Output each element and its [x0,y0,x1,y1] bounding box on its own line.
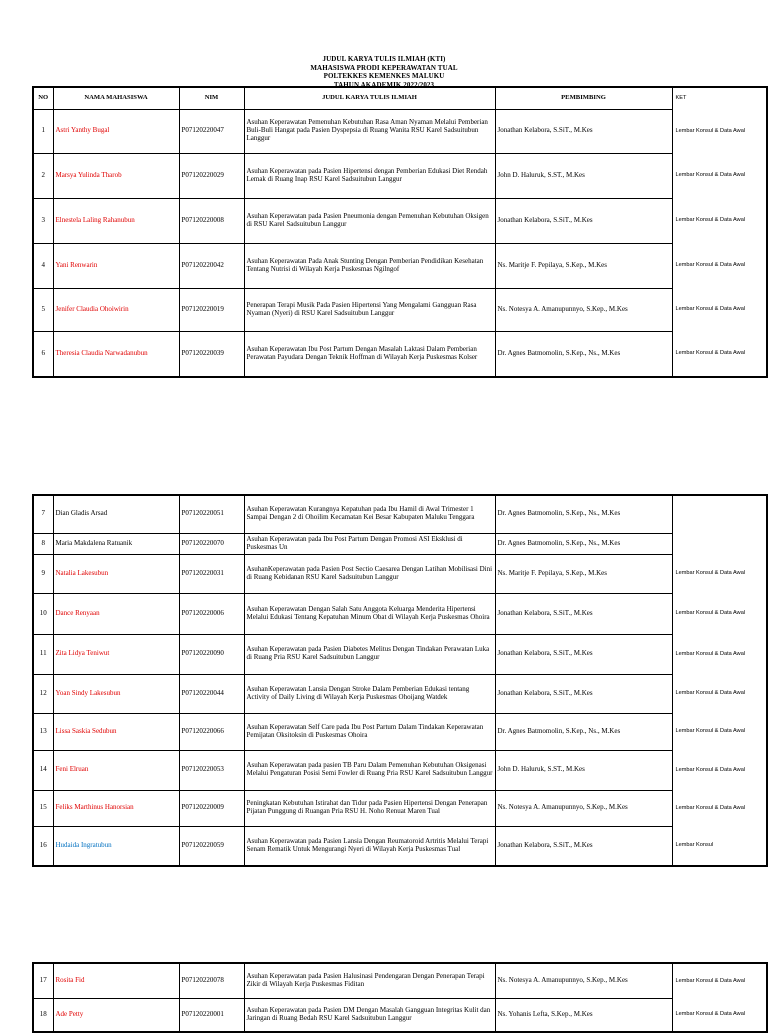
table-row [33,554,767,593]
cell-pembimbing: Dr. Agnes Batmomolin, S.Kep., Ns., M.Kes [495,533,672,554]
cell-pembimbing: John D. Haluruk, S.ST., M.Kes [495,750,672,790]
cell-ket: Lembar Konsul & Data Awal [675,804,746,811]
cell-judul: Asuhan Keperawatan Lansia Dengan Stroke Dalam Pemberian Edukasi tentang Activity of Daily Living di Wilayah Kerja Puskesmas Ohoijang Watdek [244,674,495,713]
cell-ket [672,533,767,554]
cell-nim: P07120220047 [179,109,244,153]
cell-nim: P07120220044 [179,674,244,713]
cell-no: 2 [33,153,53,198]
table-row [33,826,767,866]
cell-pembimbing: Dr. Agnes Batmomolin, S.Kep., Ns., M.Kes [495,713,672,750]
cell-ket [672,495,767,533]
cell-pembimbing: Jonathan Kelabora, S.SiT., M.Kes [495,674,672,713]
cell-pembimbing: Ns. Maritje F. Pepilaya, S.Kep., M.Kes [495,554,672,593]
cell-nim: P07120220078 [179,963,244,998]
cell-no: 17 [33,963,53,998]
table-row [33,243,767,288]
cell-no: 6 [33,331,53,377]
cell-pembimbing: Jonathan Kelabora, S.SiT., M.Kes [495,593,672,634]
cell-pembimbing: Jonathan Kelabora, S.SiT., M.Kes [495,198,672,243]
table-row [33,750,767,790]
cell-judul: Asuhan Keperawatan Pemenuhan Kebutuhan Rasa Aman Nyaman Melalui Pemberian Buli-Buli Hangat pada Pasien Dyspepsia di Ruang Wanita RSU Karel Sadsuitubun Langgur [244,109,495,153]
table-header-row [33,87,767,109]
cell-nama: Dance Renyaan [53,593,179,634]
cell-ket: Lembar Konsul & Data Awal [675,650,746,657]
cell-no: 16 [33,826,53,866]
cell-judul: Asuhan Keperawatan pada Pasien DM Dengan Masalah Gangguan Integritas Kulit dan Jaringan di Ruang Bedah RSU Karel Sadsuitubun Langgur [244,998,495,1032]
cell-no: 11 [33,634,53,674]
cell-no: 5 [33,288,53,331]
col-header-ket: KET [675,94,687,101]
cell-nama: Natalia Lakesubun [53,554,179,593]
cell-nama: Ade Petty [53,998,179,1032]
cell-nama: Hudaida Ingratubun [53,826,179,866]
cell-ket: Lembar Konsul & Data Awal [675,262,746,269]
cell-nim: P07120220070 [179,533,244,554]
cell-nama: Astri Yanthy Bugal [53,109,179,153]
cell-ket: Lembar Konsul & Data Awal [675,977,746,984]
cell-ket: Lembar Konsul & Data Awal [675,306,746,313]
col-header-pembimbing: PEMBIMBING [495,87,672,109]
table-row [33,634,767,674]
cell-ket: Lembar Konsul & Data Awal [675,350,746,357]
cell-no: 1 [33,109,53,153]
cell-pembimbing: Ns. Notesya A. Amanupunnyo, S.Kep., M.Kes [495,288,672,331]
cell-pembimbing: Ns. Maritje F. Pepilaya, S.Kep., M.Kes [495,243,672,288]
table-row [33,109,767,153]
cell-nama: Zita Lidya Teniwut [53,634,179,674]
cell-no: 14 [33,750,53,790]
cell-ket: Lembar Konsul & Data Awal [675,610,746,617]
cell-nim: P07120220029 [179,153,244,198]
cell-judul: Asuhan Keperawatan pada pasien TB Paru Dalam Pemenuhan Kebutuhan Oksigenasi Melalui Pengaturan Posisi Semi Fowler di Ruang Pria RSU Karel Sadsuitubun Langgur [244,750,495,790]
cell-judul: Asuhan Keperawatan pada Pasien Pneumonia dengan Pemenuhan Kebutuhan Oksigen di RSU Karel Sadsuitubun Langgur [244,198,495,243]
table-row [33,288,767,331]
cell-nama: Marsya Yulinda Tharob [53,153,179,198]
cell-pembimbing: Jonathan Kelabora, S.SiT., M.Kes [495,634,672,674]
cell-nama: Rosita Fid [53,963,179,998]
cell-pembimbing: John D. Haluruk, S.ST., M.Kes [495,153,672,198]
cell-nama: Elnestela Laling Rahanubun [53,198,179,243]
header-line-4: TAHUN AKADEMIK 2022/2023 [333,80,435,89]
cell-nama: Yani Renwarin [53,243,179,288]
table-row [33,713,767,750]
cell-pembimbing: Ns. Yohanis Lefta, S.Kep., M.Kes [495,998,672,1032]
cell-no: 13 [33,713,53,750]
kti-table-page-2 [32,494,768,867]
header-line-1: JUDUL KARYA TULIS ILMIAH (KTI) [322,55,446,63]
col-header-nim: NIM [179,87,244,109]
cell-ket: Lembar Konsul & Data Awal [675,728,746,735]
table-row [33,495,767,533]
table-row [33,331,767,377]
cell-nama: Feliks Marthinus Hanorsian [53,790,179,826]
cell-nim: P07120220009 [179,790,244,826]
table-row [33,198,767,243]
cell-no: 15 [33,790,53,826]
cell-no: 9 [33,554,53,593]
cell-pembimbing: Ns. Notesya A. Amanupunnyo, S.Kep., M.Kes [495,790,672,826]
cell-ket: Lembar Konsul & Data Awal [675,766,746,773]
cell-judul: Asuhan Keperawatan pada Ibu Post Partum Dengan Promosi ASI Eksklusi di Puskesmas Un [244,533,495,554]
cell-judul: Asuhan Keperawatan Ibu Post Partum Dengan Masalah Laktasi Dalam Pemberian Perawatan Payudara Dengan Teknik Hoffman di Wilayah Kerja Puskesmas Kolser [244,331,495,377]
cell-nim: P07120220042 [179,243,244,288]
cell-judul: Asuhan Keperawatan pada Pasien Diabetes Melitus Dengan Tindakan Perawatan Luka di Ruang Pria RSU Karel Sadsuitubun Langgur [244,634,495,674]
cell-nim: P07120220031 [179,554,244,593]
cell-nim: P07120220008 [179,198,244,243]
cell-no: 7 [33,495,53,533]
cell-no: 8 [33,533,53,554]
cell-ket: Lembar Konsul & Data Awal [675,217,746,224]
document-header [0,55,768,89]
cell-pembimbing: Dr. Agnes Batmomolin, S.Kep., Ns., M.Kes [495,495,672,533]
cell-ket: Lembar Konsul & Data Awal [675,690,746,697]
cell-judul: Penerapan Terapi Musik Pada Pasien Hipertensi Yang Mengalami Gangguan Rasa Nyaman (Nyeri) di RSU Karel Sadsuitubun Langgur [244,288,495,331]
cell-nama: Yoan Sindy Lakesubun [53,674,179,713]
header-line-3: POLTEKKES KEMENKES MALUKU [323,72,445,81]
cell-nama: Feni Elruan [53,750,179,790]
cell-judul: Asuhan Keperawatan Pada Anak Stunting Dengan Pemberian Pendidikan Kesehatan Tentang Nutrisi di Wilayah Kerja Puskesmas Ngilngof [244,243,495,288]
cell-judul: AsuhanKeperawatan pada Pasien Post Sectio Caesarea Dengan Latihan Mobilisasi Dini di Ruang Kebidanan RSU Karel Sadsuitubun Langgur [244,554,495,593]
cell-nama: Lissa Saskia Sedubun [53,713,179,750]
cell-pembimbing: Jonathan Kelabora, S.SiT., M.Kes [495,109,672,153]
cell-nim: P07120220001 [179,998,244,1032]
cell-no: 18 [33,998,53,1032]
cell-nama: Jenifer Claudia Ohoiwirin [53,288,179,331]
cell-judul: Asuhan Keperawatan Dengan Salah Satu Anggota Keluarga Menderita Hipertensi Melalui Edukasi Tentang Kepatuhan Minum Obat di Wilayah Kerja Puskesmas Ohoira [244,593,495,634]
cell-nim: P07120220006 [179,593,244,634]
table-row [33,593,767,634]
cell-ket: Lembar Konsul & Data Awal [675,172,746,179]
cell-nama: Dian Gladis Arsad [53,495,179,533]
col-header-judul: JUDUL KARYA TULIS ILMIAH [244,87,495,109]
col-header-no: NO [33,87,53,109]
table-row [33,153,767,198]
table-row [33,963,767,998]
cell-nim: P07120220019 [179,288,244,331]
cell-pembimbing: Ns. Notesya A. Amanupunnyo, S.Kep., M.Kes [495,963,672,998]
cell-judul: Asuhan Keperawatan pada Pasien Halusinasi Pendengaran Dengan Penerapan Terapi Zikir di Wilayah Kerja Puskesmas Fiditan [244,963,495,998]
table-row [33,790,767,826]
cell-ket: Lembar Konsul [675,842,714,849]
cell-nim: P07120220066 [179,713,244,750]
cell-nim: P07120220090 [179,634,244,674]
cell-no: 3 [33,198,53,243]
cell-pembimbing: Dr. Agnes Batmomolin, S.Kep., Ns., M.Kes [495,331,672,377]
cell-nama: Maria Makdalena Ratuanik [53,533,179,554]
cell-ket: Lembar Konsul & Data Awal [675,127,746,134]
cell-nim: P07120220051 [179,495,244,533]
kti-table-page-1 [32,86,768,378]
cell-judul: Asuhan Keperawatan pada Pasien Lansia Dengan Reumatoroid Artritis Melalui Terapi Senam Rematik Untuk Mengurangi Nyeri di Wilayah Kerja Puskesmas Tual [244,826,495,866]
header-line-2: MAHASISWA PRODI KEPERAWATAN TUAL [310,63,458,72]
cell-nim: P07120220039 [179,331,244,377]
cell-judul: Asuhan Keperawatan pada Pasien Hipertensi dengan Pemberian Edukasi Diet Rendah Lemak di Ruang Inap RSU Karel Sadsuitubun Langgur [244,153,495,198]
cell-judul: Peningkatan Kebutuhan Istirahat dan Tidur pada Pasien Hipertensi Dengan Penerapan Pijatan Punggung di Ruangan Pria RSU H. Noho Renuat Maren Tual [244,790,495,826]
cell-nama: Theresia Claudia Narwadanubun [53,331,179,377]
cell-no: 10 [33,593,53,634]
cell-no: 12 [33,674,53,713]
table-row [33,533,767,554]
cell-no: 4 [33,243,53,288]
cell-judul: Asuhan Keperawatan Self Care pada Ibu Post Partum Dalam Tindakan Keperawatan Pemijatan Oksitoksin di Puskesmas Ohoira [244,713,495,750]
col-header-nama: NAMA MAHASISWA [53,87,179,109]
cell-nim: P07120220059 [179,826,244,866]
kti-table-page-3 [32,962,768,1033]
cell-nim: P07120220053 [179,750,244,790]
cell-pembimbing: Jonathan Kelabora, S.SiT., M.Kes [495,826,672,866]
table-row [33,674,767,713]
cell-ket: Lembar Konsul & Data Awal [675,570,746,577]
cell-judul: Asuhan Keperawatan Kurangnya Kepatuhan pada Ibu Hamil di Awal Trimester 1 Sampai Dengan 2 di Ohoilim Kecamatan Kei Besar Kabupaten Maluku Tenggara [244,495,495,533]
cell-ket: Lembar Konsul & Data Awal [675,1011,746,1018]
table-row [33,998,767,1032]
